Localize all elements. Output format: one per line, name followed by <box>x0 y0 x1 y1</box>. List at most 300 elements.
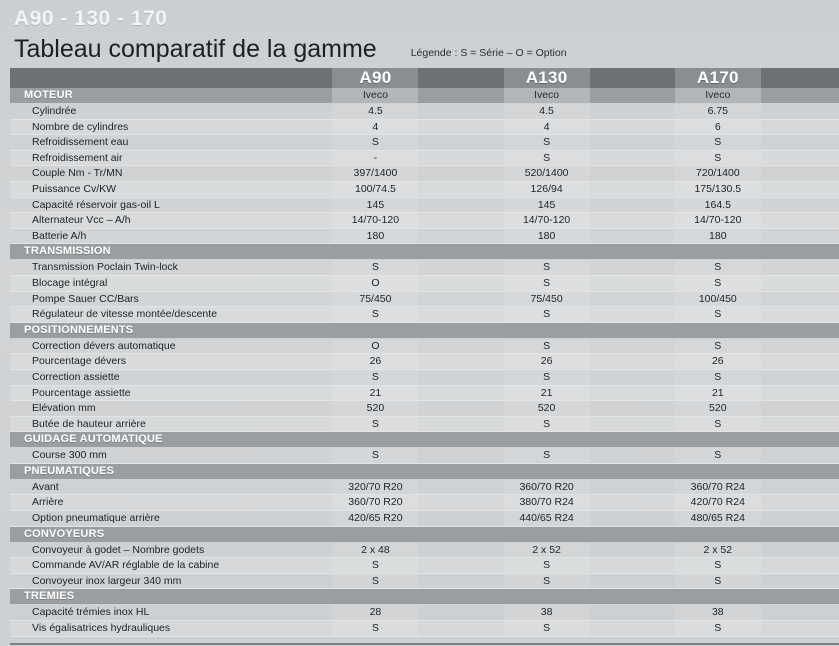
cell-gap <box>590 495 675 511</box>
cell-gap <box>418 479 503 495</box>
cell-gap <box>761 338 839 354</box>
cell-gap <box>418 432 503 448</box>
cell-a90: S <box>332 416 418 432</box>
cell-a130: 75/450 <box>504 291 590 307</box>
cell-gap <box>418 275 503 291</box>
cell-gap <box>590 104 675 120</box>
row-label: Course 300 mm <box>10 448 322 464</box>
section-value-a90 <box>332 244 418 260</box>
cell-a90: 145 <box>332 197 418 213</box>
cell-a90: 21 <box>332 385 418 401</box>
table-row <box>10 354 839 370</box>
cell-gap <box>590 166 675 182</box>
cell-gap <box>322 605 332 621</box>
cell-gap <box>322 150 332 166</box>
row-label: Commande AV/AR réglable de la cabine <box>10 558 322 574</box>
section-header-row <box>10 589 839 605</box>
table-header-row <box>10 68 839 88</box>
cell-a170: S <box>675 573 761 589</box>
cell-a90: S <box>332 573 418 589</box>
section-value-a170 <box>675 589 761 605</box>
cell-gap <box>590 589 675 605</box>
section-value-a90 <box>332 463 418 479</box>
cell-a130: 145 <box>504 197 590 213</box>
section-value-a90 <box>332 432 418 448</box>
cell-gap <box>322 495 332 511</box>
cell-gap <box>418 558 503 574</box>
row-label: Elévation mm <box>10 401 322 417</box>
row-label: Puissance Cv/KW <box>10 181 322 197</box>
table-row <box>10 260 839 276</box>
cell-gap <box>590 307 675 323</box>
section-value-a170 <box>675 463 761 479</box>
cell-gap <box>322 181 332 197</box>
page-header <box>0 0 839 64</box>
cell-gap <box>590 448 675 464</box>
cell-gap <box>761 354 839 370</box>
table-row <box>10 621 839 637</box>
section-header-row <box>10 88 839 104</box>
cell-gap <box>418 181 503 197</box>
table-row <box>10 401 839 417</box>
cell-a170: S <box>675 135 761 151</box>
section-value-a130 <box>504 589 590 605</box>
cell-gap <box>418 213 503 229</box>
comparison-table-wrap <box>10 68 839 646</box>
table-row <box>10 542 839 558</box>
cell-gap <box>418 88 503 104</box>
cell-a90: O <box>332 338 418 354</box>
table-row <box>10 135 839 151</box>
header-gap <box>590 68 675 88</box>
row-label: Convoyeur inox largeur 340 mm <box>10 573 322 589</box>
cell-gap <box>418 338 503 354</box>
cell-a90: 520 <box>332 401 418 417</box>
cell-gap <box>590 354 675 370</box>
table-row <box>10 385 839 401</box>
row-label: Option pneumatique arrière <box>10 511 322 527</box>
table-row <box>10 495 839 511</box>
cell-a90: O <box>332 275 418 291</box>
cell-a130: S <box>504 150 590 166</box>
table-row <box>10 558 839 574</box>
cell-gap <box>761 307 839 323</box>
cell-gap <box>590 432 675 448</box>
row-label: Capacité trémies inox HL <box>10 605 322 621</box>
cell-gap <box>322 479 332 495</box>
cell-gap <box>590 197 675 213</box>
section-value-a90 <box>332 526 418 542</box>
table-row <box>10 369 839 385</box>
cell-gap <box>418 291 503 307</box>
cell-a130: 26 <box>504 354 590 370</box>
cell-a170: 520 <box>675 401 761 417</box>
cell-a170: 2 x 52 <box>675 542 761 558</box>
legend-text: Légende : S = Série – O = Option <box>410 47 567 59</box>
row-label: Correction assiette <box>10 369 322 385</box>
cell-a90: 100/74.5 <box>332 181 418 197</box>
section-title: CONVOYEURS <box>10 526 322 542</box>
cell-gap <box>590 511 675 527</box>
cell-a170: S <box>675 621 761 637</box>
row-label: Couple Nm - Tr/MN <box>10 166 322 182</box>
cell-a130: 4.5 <box>504 104 590 120</box>
cell-gap <box>418 369 503 385</box>
cell-a130: S <box>504 260 590 276</box>
cell-gap <box>418 495 503 511</box>
cell-gap <box>761 573 839 589</box>
cell-a130: S <box>504 135 590 151</box>
section-value-a170 <box>675 244 761 260</box>
cell-gap <box>590 526 675 542</box>
cell-gap <box>418 416 503 432</box>
table-bottom-rule <box>10 643 839 645</box>
cell-gap <box>590 401 675 417</box>
section-value-a170 <box>675 322 761 338</box>
cell-gap <box>761 558 839 574</box>
cell-gap <box>418 166 503 182</box>
table-row <box>10 307 839 323</box>
cell-gap <box>322 511 332 527</box>
cell-gap <box>418 511 503 527</box>
cell-gap <box>590 135 675 151</box>
cell-gap <box>322 119 332 135</box>
row-label: Nombre de cylindres <box>10 119 322 135</box>
cell-a170: 360/70 R24 <box>675 479 761 495</box>
cell-gap <box>761 181 839 197</box>
cell-a90: 397/1400 <box>332 166 418 182</box>
table-row <box>10 213 839 229</box>
cell-a170: 164.5 <box>675 197 761 213</box>
cell-gap <box>761 385 839 401</box>
cell-gap <box>322 589 332 605</box>
cell-a170: 175/130.5 <box>675 181 761 197</box>
cell-gap <box>590 322 675 338</box>
cell-gap <box>761 542 839 558</box>
cell-gap <box>322 573 332 589</box>
cell-gap <box>322 213 332 229</box>
row-label: Pourcentage dévers <box>10 354 322 370</box>
table-body <box>10 68 839 636</box>
cell-a130: 38 <box>504 605 590 621</box>
section-title: GUIDAGE AUTOMATIQUE <box>10 432 322 448</box>
cell-gap <box>322 526 332 542</box>
row-label: Cylindrée <box>10 104 322 120</box>
cell-gap <box>761 291 839 307</box>
cell-a90: 75/450 <box>332 291 418 307</box>
cell-a130: 4 <box>504 119 590 135</box>
cell-gap <box>761 244 839 260</box>
cell-a90: S <box>332 307 418 323</box>
cell-a170: 6 <box>675 119 761 135</box>
table-row <box>10 104 839 120</box>
cell-gap <box>761 228 839 244</box>
cell-gap <box>418 197 503 213</box>
cell-a130: S <box>504 558 590 574</box>
cell-gap <box>418 354 503 370</box>
row-label: Capacité réservoir gas-oil L <box>10 197 322 213</box>
cell-a170: 26 <box>675 354 761 370</box>
row-label: Vis égalisatrices hydrauliques <box>10 621 322 637</box>
cell-a170: 38 <box>675 605 761 621</box>
row-label: Avant <box>10 479 322 495</box>
cell-a90: 26 <box>332 354 418 370</box>
cell-gap <box>761 463 839 479</box>
cell-a170: 180 <box>675 228 761 244</box>
row-label: Régulateur de vitesse montée/descente <box>10 307 322 323</box>
cell-gap <box>418 573 503 589</box>
section-value-a170: Iveco <box>675 88 761 104</box>
cell-a130: S <box>504 448 590 464</box>
table-row <box>10 338 839 354</box>
row-label: Arrière <box>10 495 322 511</box>
cell-a170: S <box>675 275 761 291</box>
section-header-row <box>10 526 839 542</box>
cell-a170: S <box>675 338 761 354</box>
cell-a90: - <box>332 150 418 166</box>
cell-gap <box>322 291 332 307</box>
row-label: Correction dévers automatique <box>10 338 322 354</box>
cell-gap <box>761 260 839 276</box>
row-label: Pourcentage assiette <box>10 385 322 401</box>
cell-a170: 720/1400 <box>675 166 761 182</box>
cell-gap <box>590 385 675 401</box>
cell-gap <box>761 150 839 166</box>
cell-gap <box>418 307 503 323</box>
section-value-a170 <box>675 432 761 448</box>
cell-gap <box>761 104 839 120</box>
section-value-a130 <box>504 432 590 448</box>
cell-a130: S <box>504 369 590 385</box>
column-header-a170: A170 <box>675 68 761 88</box>
cell-gap <box>590 181 675 197</box>
cell-gap <box>418 244 503 260</box>
cell-gap <box>418 448 503 464</box>
cell-gap <box>418 322 503 338</box>
table-row <box>10 479 839 495</box>
cell-gap <box>418 119 503 135</box>
cell-a170: S <box>675 260 761 276</box>
cell-gap <box>322 369 332 385</box>
section-title: TREMIES <box>10 589 322 605</box>
column-header-a90: A90 <box>332 68 418 88</box>
cell-gap <box>322 558 332 574</box>
row-label: Alternateur Vcc – A/h <box>10 213 322 229</box>
cell-gap <box>418 542 503 558</box>
cell-gap <box>590 88 675 104</box>
cell-gap <box>761 605 839 621</box>
cell-gap <box>322 228 332 244</box>
cell-gap <box>761 197 839 213</box>
section-value-a130 <box>504 463 590 479</box>
table-row <box>10 228 839 244</box>
section-header-row <box>10 244 839 260</box>
table-row <box>10 119 839 135</box>
cell-gap <box>322 432 332 448</box>
comparison-table <box>10 68 839 637</box>
table-row <box>10 197 839 213</box>
cell-a90: 180 <box>332 228 418 244</box>
table-row <box>10 166 839 182</box>
cell-gap <box>761 621 839 637</box>
cell-gap <box>322 135 332 151</box>
cell-a170: 21 <box>675 385 761 401</box>
cell-a130: S <box>504 307 590 323</box>
table-row <box>10 573 839 589</box>
cell-a90: 14/70-120 <box>332 213 418 229</box>
row-label: Batterie A/h <box>10 228 322 244</box>
model-range-kicker: A90 - 130 - 170 <box>14 7 168 30</box>
section-value-a130 <box>504 322 590 338</box>
cell-a170: 14/70-120 <box>675 213 761 229</box>
cell-gap <box>590 244 675 260</box>
table-row <box>10 605 839 621</box>
table-row <box>10 291 839 307</box>
cell-gap <box>590 369 675 385</box>
cell-a90: S <box>332 135 418 151</box>
cell-gap <box>761 213 839 229</box>
cell-a90: S <box>332 448 418 464</box>
cell-gap <box>590 213 675 229</box>
page-title: Tableau comparatif de la gamme <box>14 35 377 63</box>
section-value-a90 <box>332 589 418 605</box>
section-title: MOTEUR <box>10 88 322 104</box>
section-value-a130: Iveco <box>504 88 590 104</box>
row-label: Transmission Poclain Twin-lock <box>10 260 322 276</box>
cell-gap <box>322 275 332 291</box>
cell-a170: S <box>675 369 761 385</box>
cell-gap <box>322 197 332 213</box>
cell-a130: S <box>504 416 590 432</box>
cell-gap <box>590 291 675 307</box>
title-row <box>14 34 839 64</box>
cell-gap <box>418 385 503 401</box>
cell-a90: 4 <box>332 119 418 135</box>
row-label: Refroidissement air <box>10 150 322 166</box>
cell-gap <box>590 275 675 291</box>
cell-gap <box>322 542 332 558</box>
cell-gap <box>761 526 839 542</box>
cell-gap <box>590 150 675 166</box>
cell-gap <box>590 463 675 479</box>
cell-a170: S <box>675 448 761 464</box>
row-label: Convoyeur à godet – Nombre godets <box>10 542 322 558</box>
cell-a90: 4.5 <box>332 104 418 120</box>
cell-a170: S <box>675 416 761 432</box>
cell-gap <box>761 401 839 417</box>
cell-a90: S <box>332 369 418 385</box>
cell-gap <box>322 354 332 370</box>
cell-gap <box>322 385 332 401</box>
cell-a170: S <box>675 150 761 166</box>
cell-gap <box>418 589 503 605</box>
table-row <box>10 416 839 432</box>
header-spacer <box>10 68 322 88</box>
cell-gap <box>761 119 839 135</box>
cell-a130: 180 <box>504 228 590 244</box>
section-value-a90 <box>332 322 418 338</box>
cell-gap <box>322 322 332 338</box>
cell-gap <box>590 621 675 637</box>
cell-gap <box>761 495 839 511</box>
table-row <box>10 511 839 527</box>
section-value-a130 <box>504 244 590 260</box>
cell-gap <box>418 621 503 637</box>
section-title: POSITIONNEMENTS <box>10 322 322 338</box>
cell-gap <box>590 573 675 589</box>
cell-gap <box>761 135 839 151</box>
table-row <box>10 275 839 291</box>
cell-gap <box>418 104 503 120</box>
cell-a130: 2 x 52 <box>504 542 590 558</box>
row-label: Butée de hauteur arrière <box>10 416 322 432</box>
cell-gap <box>322 448 332 464</box>
cell-a90: 320/70 R20 <box>332 479 418 495</box>
cell-a90: 360/70 R20 <box>332 495 418 511</box>
cell-a90: 2 x 48 <box>332 542 418 558</box>
cell-gap <box>761 448 839 464</box>
cell-gap <box>322 338 332 354</box>
cell-a170: S <box>675 558 761 574</box>
header-gap <box>322 68 332 88</box>
table-row <box>10 448 839 464</box>
table-row <box>10 150 839 166</box>
cell-gap <box>322 104 332 120</box>
section-header-row <box>10 432 839 448</box>
cell-a130: S <box>504 573 590 589</box>
cell-gap <box>761 166 839 182</box>
cell-gap <box>418 135 503 151</box>
cell-gap <box>590 542 675 558</box>
cell-a130: 520 <box>504 401 590 417</box>
section-value-a130 <box>504 526 590 542</box>
row-label: Pompe Sauer CC/Bars <box>10 291 322 307</box>
cell-gap <box>322 244 332 260</box>
cell-a170: S <box>675 307 761 323</box>
section-title: PNEUMATIQUES <box>10 463 322 479</box>
cell-gap <box>418 150 503 166</box>
cell-gap <box>590 228 675 244</box>
table-row <box>10 181 839 197</box>
cell-gap <box>322 401 332 417</box>
cell-a170: 6.75 <box>675 104 761 120</box>
cell-a90: S <box>332 260 418 276</box>
cell-a90: S <box>332 558 418 574</box>
cell-a130: 14/70-120 <box>504 213 590 229</box>
cell-gap <box>322 416 332 432</box>
cell-gap <box>418 463 503 479</box>
cell-gap <box>322 88 332 104</box>
cell-a130: 380/70 R24 <box>504 495 590 511</box>
header-gap <box>761 68 839 88</box>
cell-gap <box>761 511 839 527</box>
cell-gap <box>590 558 675 574</box>
cell-gap <box>761 369 839 385</box>
cell-gap <box>590 479 675 495</box>
cell-gap <box>418 401 503 417</box>
cell-gap <box>761 589 839 605</box>
header-gap <box>418 68 503 88</box>
cell-a130: S <box>504 338 590 354</box>
row-label: Refroidissement eau <box>10 135 322 151</box>
column-header-a130: A130 <box>504 68 590 88</box>
row-label: Blocage intégral <box>10 275 322 291</box>
section-value-a170 <box>675 526 761 542</box>
cell-gap <box>761 479 839 495</box>
cell-gap <box>761 275 839 291</box>
cell-a130: 440/65 R24 <box>504 511 590 527</box>
cell-gap <box>418 605 503 621</box>
